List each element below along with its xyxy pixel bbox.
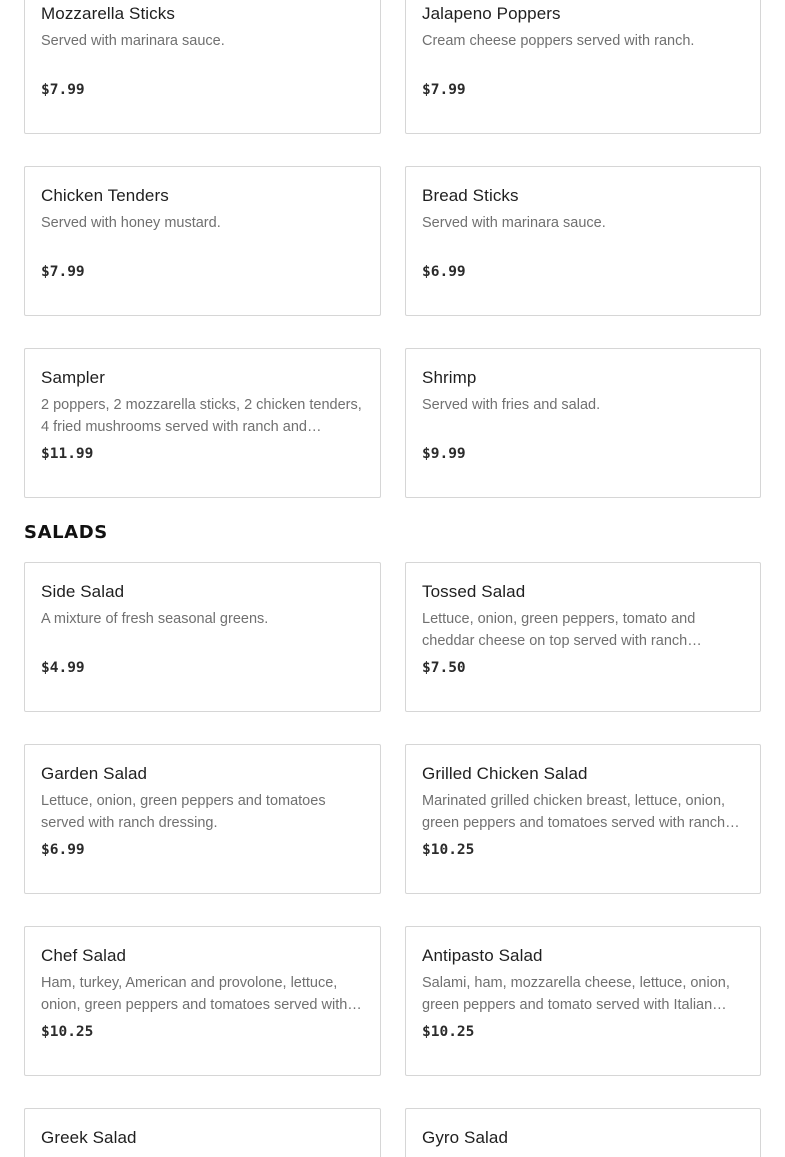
menu-item-description: Lettuce, onion, green peppers and tomatoes served with ranch dressing. — [41, 793, 326, 831]
menu-item-name: Garden Salad — [41, 764, 148, 783]
menu-item-name: Tossed Salad — [422, 582, 526, 601]
menu-item-card[interactable] — [24, 0, 381, 134]
menu-item-description: Served with marinara sauce. — [41, 33, 225, 49]
menu-item-name: Bread Sticks — [422, 186, 519, 205]
menu-item-price: $10.25 — [422, 842, 475, 858]
menu-item-price: $7.99 — [41, 82, 85, 98]
menu-item-price: $7.99 — [41, 264, 85, 280]
menu-item-price: $9.99 — [422, 446, 466, 462]
menu-item-description: A mixture of fresh seasonal greens. — [41, 611, 269, 627]
menu-item-price: $6.99 — [41, 842, 85, 858]
menu-item-card[interactable] — [405, 926, 761, 1076]
menu-item-description: Served with fries and salad. — [422, 397, 601, 413]
menu-item-name: Mozzarella Sticks — [41, 4, 175, 23]
menu-item-card[interactable] — [24, 348, 381, 498]
menu-item-name: Greek Salad — [41, 1128, 137, 1147]
menu-item-card[interactable] — [24, 166, 381, 316]
menu-item-description: Served with honey mustard. — [41, 215, 221, 231]
menu-item-name: Gyro Salad — [422, 1128, 509, 1147]
menu-item-description: 2 poppers, 2 mozzarella sticks, 2 chicken tenders, 4 fried mushrooms served with ranch and… — [41, 397, 362, 435]
menu-item-card[interactable] — [405, 562, 761, 712]
menu-item-name: Jalapeno Poppers — [422, 4, 561, 23]
menu-item-card[interactable] — [405, 166, 761, 316]
menu-item-description: Lettuce, onion, green peppers, tomato and cheddar cheese on top served with ranch — [422, 611, 696, 649]
menu-item-name: Chicken Tenders — [41, 186, 169, 205]
menu-item-price: $11.99 — [41, 446, 94, 462]
menu-item-name: Grilled Chicken Salad — [422, 764, 588, 783]
menu-item-card[interactable] — [405, 348, 761, 498]
menu-item-card[interactable] — [24, 926, 381, 1076]
menu-item-name: Chef Salad — [41, 946, 127, 965]
section-heading-salads: SALADS — [24, 522, 108, 543]
menu-item-description: Salami, ham, mozzarella cheese, lettuce, onion, green peppers and tomato served with Italian… — [422, 975, 730, 1013]
menu-item-price: $4.99 — [41, 660, 85, 676]
menu-item-price: $7.50 — [422, 660, 466, 676]
menu-item-price: $7.99 — [422, 82, 466, 98]
menu-item-description: Served with marinara sauce. — [422, 215, 606, 231]
menu-item-description: Cream cheese poppers served with ranch. — [422, 33, 695, 49]
menu-item-card[interactable] — [405, 744, 761, 894]
menu-item-card[interactable] — [24, 562, 381, 712]
menu-item-card[interactable] — [24, 1108, 381, 1157]
menu-item-price: $10.25 — [41, 1024, 94, 1040]
menu-item-name: Antipasto Salad — [422, 946, 543, 965]
menu-item-description: Marinated grilled chicken breast, lettuce, onion, green peppers and tomatoes served with ranch… — [422, 793, 740, 831]
menu-item-card[interactable] — [405, 0, 761, 134]
menu-item-price: $6.99 — [422, 264, 466, 280]
menu-item-name: Shrimp — [422, 368, 477, 387]
menu-item-name: Sampler — [41, 368, 106, 387]
menu-item-card[interactable] — [24, 744, 381, 894]
menu-item-card[interactable] — [405, 1108, 761, 1157]
menu-item-name: Side Salad — [41, 582, 125, 601]
menu-item-description: Ham, turkey, American and provolone, lettuce, onion, green peppers and tomatoes served with… — [41, 975, 362, 1013]
menu-item-price: $10.25 — [422, 1024, 475, 1040]
